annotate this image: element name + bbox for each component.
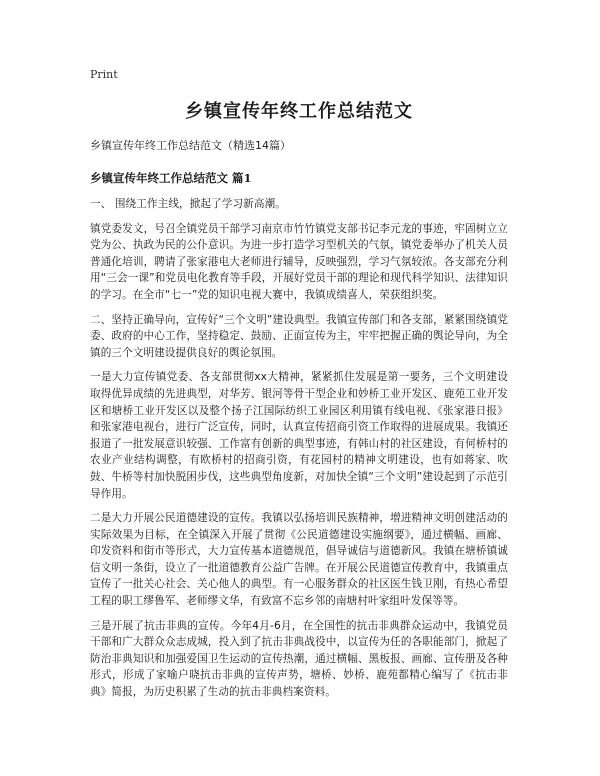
print-label: Print [90, 68, 118, 81]
paragraph-4: 一是大力宣传镇党委、各支部贯彻xx大精神，紧紧抓住发展是第一要务，三个文明建设取得优异成绩的先进典型，对华芳、银河等骨干型企业和妙桥工业开发区、鹿苑工业开发区和塘桥工业开发区以及整个扬子江国际纺织工业园区利用镇有线电视、《张家港日报》和张家港电视台，进行广泛宣传，同时，认真宣传招商引资工作取得的进展成果。我镇还报道了一批发展意识较强、工作富有创新的典型事迹，有韩山村的社区建设，有何桥村的农业产业结构调整，有欧桥村的招商引资，有花园村的精神文明建设，也有如蒋家、吹鼓、牛桥等村加快脱困步伐，这些典型角度新，对加快全镇“三个文明”建设起到了示范引导作用。 [90, 371, 508, 500]
paragraph-6: 三是开展了抗击非典的宣传。今年4月-6月，在全国性的抗击非典群众运动中，我镇党员干部和广大群众众志成城，投入到了抗击非典战役中，以宣传为任的各职能部门，掀起了防治非典知识和加强爱国卫生运动的宣传热潮，通过横幅、黑板报、画廊、宣传册及各种形式，形成了家喻户晓抗击非典的宣传声势，塘桥、妙桥、鹿苑都精心编写了《抗击非典》简报，为历史积累了生动的抗击非典档案资料。 [90, 619, 508, 699]
document-subtitle: 乡镇宣传年终工作总结范文（精选14篇） [90, 139, 291, 152]
paragraph-1: 一、 围绕工作主线，掀起了学习新高潮。 [90, 198, 286, 210]
section-heading: 乡镇宣传年终工作总结范文 篇1 [90, 171, 252, 185]
document-title: 乡镇宣传年终工作总结范文 [185, 101, 413, 122]
paragraph-3: 二、坚持正确导向，宣传好“三个文明”建设典型。我镇宣传部门和各支部，紧紧围绕镇党委、政府的中心工作，坚持稳定、鼓励、正面宣传为主，牢牢把握正确的舆论导向，为全镇的三个文明建设提供良好的舆论氛围。 [90, 313, 508, 359]
paragraph-2: 镇党委发文，号召全镇党员干部学习南京市竹竹镇党支部书记李元龙的事迹，牢固树立立党为公、执政为民的公仆意识。为进一步打造学习型机关的气氛，镇党委举办了机关人员普通化培训，聘请了张家港电大老师进行辅导，反映强烈，学习气氛较浓。各支部充分利用“三会一课”和党员电化教育等手段，开展好党员干部的理论和现代科学知识、法律知识的学习。在全市“七一”党的知识电视大赛中，我镇成绩喜人，荣获组织奖。 [90, 222, 508, 301]
paragraph-5: 二是大力开展公民道德建设的宣传。我镇以弘扬培训民族精神，增进精神文明创建活动的实际效果为目标，在全镇深入开展了贯彻《公民道德建设实施纲要》，通过横幅、画廊、印发资料和街市等形式，大力宣传基本道德规范，倡导诚信与道德新风。我镇在塘桥镇诚信文明一条街，设立了一批道德教育公益广告牌。在开展公民道德宣传教育中，我镇重点宣传了一批关心社会、关心他人的典型。有一心服务群众的社区医生钱卫刚，有热心希望工程的职工缪鲁军、老师缪文华，有致富不忘乡邻的南塘村叶家组叶发保等等。 [90, 512, 508, 608]
